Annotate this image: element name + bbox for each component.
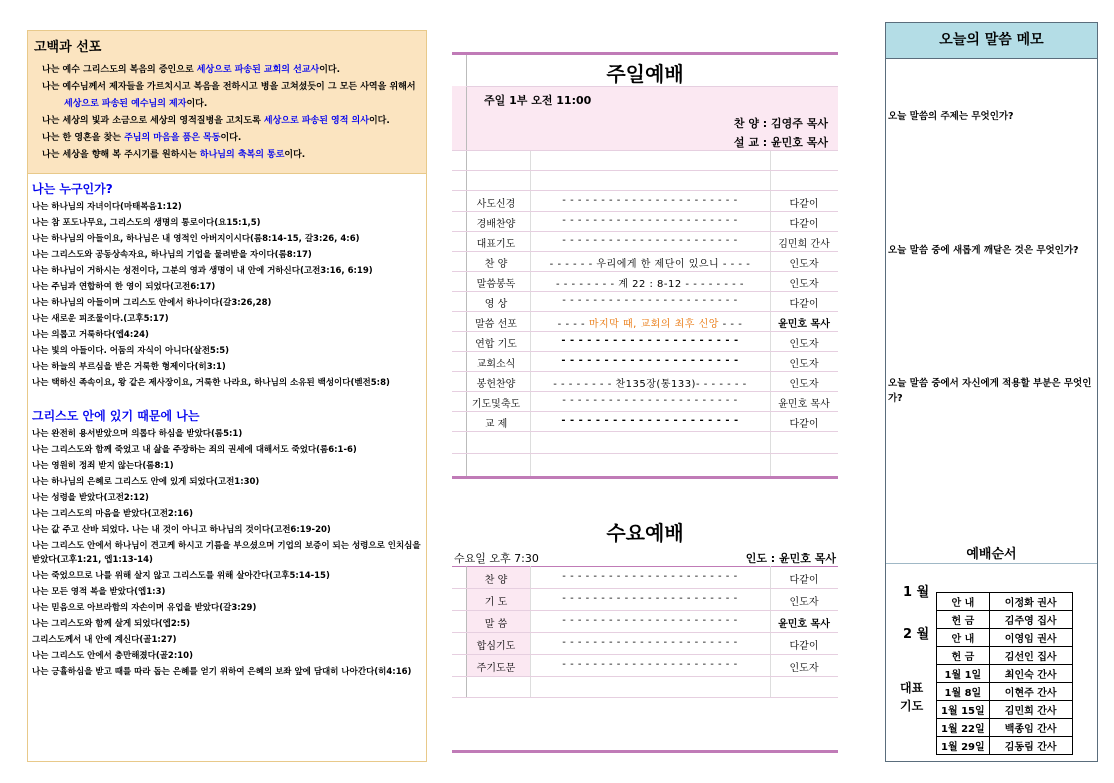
- table-row: 기 도 - - - - - - - - - - - - - - - - - - - - - - - 인도자: [484, 593, 819, 608]
- list-item: 나는 그리스도 안에서 하나님이 견고케 하시고 기름을 부으셨으며 기업의 보증이 되는 성령으로 인치심을 받았다(고후1:21, 엡1:13-14): [32, 541, 421, 565]
- sunday-bottom-rule: [452, 476, 838, 479]
- list-item: 나는 빛의 아들이다. 어둠의 자식이 아니다(살전5:5): [32, 346, 230, 356]
- table-row-sermon: 말씀 선포 - - - - 마지막 때, 교회의 최후 신앙 - - - 윤민호 목사: [475, 319, 830, 330]
- list-item: 나는 성령을 받았다(고전2:12): [32, 493, 149, 503]
- table-row: 영 상 - - - - - - - - - - - - - - - - - - - - - - - 다같이: [484, 295, 819, 310]
- list-item: 나는 하나님의 은혜로 그리스도 안에 있게 되었다(고전1:30): [32, 477, 260, 487]
- table-row: 말 씀 - - - - - - - - - - - - - - - - - - - - - - - 윤민호 목사: [484, 615, 830, 630]
- sunday-title: 주일예배: [606, 62, 684, 86]
- wednesday-title: 수요예배: [606, 521, 684, 545]
- table-row: 찬 양 - - - - - - 우리에게 한 제단이 있으니 - - - - 인도자: [484, 259, 819, 270]
- list-item: 나는 그리스도 안에서 충만해졌다(골2:10): [32, 651, 193, 661]
- who-section: [28, 174, 426, 391]
- declaration-line: 나는 한 영혼을 찾는 주님의 마음을 품은 목동이다.: [42, 133, 242, 143]
- table-row: 대표기도 - - - - - - - - - - - - - - - - - - - - - - - 김민희 간사: [476, 235, 830, 250]
- table-row: 안 내 이정화 권사: [937, 593, 1073, 611]
- memo-question-2: 오늘 말씀 중에 새롭게 깨달은 것은 무엇인가?: [888, 245, 1079, 256]
- list-item: 나는 긍휼하심을 받고 때를 따라 돕는 은혜를 얻기 위하여 은혜의 보좌 앞에 담대히 나아간다(히4:16): [32, 667, 412, 677]
- table-row: 1월 8일 이현주 간사: [937, 683, 1073, 701]
- table-row: 1월 15일 김민희 간사: [937, 701, 1073, 719]
- divider: [886, 563, 1097, 564]
- table-row: 합심기도 - - - - - - - - - - - - - - - - - - - - - - - 다같이: [476, 637, 819, 652]
- list-item: 나는 영원히 정죄 받지 않는다(롬8:1): [32, 461, 174, 471]
- divider: [452, 150, 838, 151]
- list-item: 나는 주님과 연합하여 한 영이 되었다(고전6:17): [32, 282, 216, 292]
- month-2-label: 2 월: [903, 627, 930, 642]
- declaration-line: 나는 세상의 빛과 소금으로 세상의 영적질병을 고치도록 세상으로 파송된 영적 의사이다.: [42, 116, 390, 126]
- list-item: 나는 택하신 족속이요, 왕 같은 제사장이요, 거룩한 나라요, 하나님의 소유된 백성이다(벧전5:8): [32, 378, 390, 388]
- declaration-box: [28, 31, 426, 174]
- table-row: 봉헌찬양 - - - - - - - - 찬135장(통133)- - - - - - - 인도자: [476, 379, 819, 390]
- list-item: 나는 그리스도와 공동상속자요, 하나님의 기업을 물려받을 자이다(롬8:17): [32, 250, 312, 260]
- list-item: 나는 참 포도나무요, 그리스도의 생명의 통로이다(요15:1,5): [32, 218, 261, 228]
- list-item: 나는 믿음으로 아브라함의 자손이며 유업을 받았다(갈3:29): [32, 603, 257, 613]
- table-row: 헌 금 김선인 집사: [937, 647, 1073, 665]
- table-row: 안 내 이영임 권사: [937, 629, 1073, 647]
- inchrist-title: 그리스도 안에 있기 때문에 나는: [32, 409, 200, 423]
- sermon-title: 마지막 때, 교회의 최후 신앙: [588, 319, 719, 330]
- declaration-line: 나는 세상을 향해 복 주시기를 원하시는 하나님의 축복의 통로이다.: [42, 150, 306, 160]
- table-row: 찬 양 - - - - - - - - - - - - - - - - - - - - - - - 다같이: [484, 571, 819, 586]
- table-row: 기도및축도 - - - - - - - - - - - - - - - - - - - - - - - 윤민호 목사: [471, 395, 830, 410]
- declaration-line: 세상으로 파송된 예수님의 제자이다.: [64, 99, 208, 109]
- table-row: 1월 1일 최인숙 간사: [937, 665, 1073, 683]
- list-item: 나는 값 주고 산바 되었다. 나는 내 것이 아니고 하나님의 것이다(고전6:19-20): [32, 525, 331, 535]
- list-item: 나는 의롭고 거룩하다(엡4:24): [32, 330, 149, 340]
- table-row: 1월 29일 김동림 간사: [937, 737, 1073, 755]
- declaration-line: 나는 예수님께서 제자들을 가르치시고 복음을 전하시고 병을 고쳐셨듯이 그 모든 사역을 위해서: [42, 82, 416, 92]
- sunday-sermon: 설 교 : 윤민호 목사: [733, 136, 828, 149]
- order-title: 예배순서: [966, 547, 1017, 562]
- sunday-praise: 찬 양 : 김영주 목사: [733, 117, 828, 130]
- sunday-time: 주일 1부 오전 11:00: [484, 94, 592, 107]
- declaration-line: 나는 예수 그리스도의 복음의 증인으로 세상으로 파송된 교회의 선교사이다.: [42, 65, 341, 75]
- wednesday-bottom-rule: [452, 750, 838, 753]
- list-item: 나는 모든 영적 복을 받았다(엡1:3): [32, 587, 166, 597]
- order-table: [936, 592, 1073, 755]
- list-item: 그리스도께서 내 안에 계신다(골1:27): [32, 635, 177, 645]
- list-item: 나는 하늘의 부르심을 받은 거룩한 형제이다(히3:1): [32, 362, 226, 372]
- table-row: 경배찬양 - - - - - - - - - - - - - - - - - - - - - - - 다같이: [476, 215, 819, 230]
- table-row: 주기도문 - - - - - - - - - - - - - - - - - - - - - - - 인도자: [476, 659, 819, 674]
- table-row: 연합 기도 - - - - - - - - - - - - - - - - - - - - - 인도자: [475, 335, 819, 350]
- table-row: 교회소식 - - - - - - - - - - - - - - - - - - - - - 인도자: [476, 355, 819, 370]
- list-item: 나는 그리스도와 함께 살게 되었다(엡2:5): [32, 619, 191, 629]
- declaration-title: 고백과 선포: [34, 40, 102, 55]
- inchrist-section: [28, 401, 426, 680]
- list-item: 나는 죽었으므로 나를 위해 살지 않고 그리스도를 위해 살아간다(고후5:14-15): [32, 571, 330, 581]
- prayer-label: 대표 기도: [900, 681, 924, 713]
- memo-question-3: 오늘 말씀 중에서 자신에게 적용할 부분은 무엇인가?: [888, 378, 1092, 404]
- table-row: 사도신경 - - - - - - - - - - - - - - - - - - - - - - - 다같이: [476, 195, 819, 210]
- memo-title: 오늘의 말씀 메모: [886, 23, 1097, 59]
- wednesday-leader: 인도 : 윤민호 목사: [745, 552, 836, 565]
- divider: [466, 86, 838, 87]
- who-title: 나는 누구인가?: [32, 182, 113, 196]
- table-row: 말씀봉독 - - - - - - - - 계 22 : 8-12 - - - - - - - - 인도자: [476, 279, 819, 290]
- list-item: 나는 새로운 피조물이다.(고후5:17): [32, 314, 169, 324]
- month-1-label: 1 월: [903, 585, 930, 600]
- list-item: 나는 그리스도의 마음을 받았다(고전2:16): [32, 509, 193, 519]
- memo-question-1: 오늘 말씀의 주제는 무엇인가?: [888, 111, 1014, 122]
- list-item: 나는 하나님이 거하시는 성전이다, 그분의 영과 생명이 내 안에 거하신다(고전3:16, 6:19): [32, 266, 373, 276]
- memo-panel: [885, 22, 1098, 762]
- wednesday-time: 수요일 오후 7:30: [454, 552, 539, 565]
- declaration-panel: [27, 30, 427, 762]
- table-row: 교 제 - - - - - - - - - - - - - - - - - - - - - 다같이: [484, 415, 819, 430]
- divider: [452, 170, 838, 171]
- list-item: 나는 하나님의 아들이요, 하나님은 내 영적인 아버지이시다(롬8:14-15, 갈3:26, 4:6): [32, 234, 360, 244]
- table-row: 헌 금 김주영 집사: [937, 611, 1073, 629]
- list-item: 나는 완전히 용서받았으며 의롭다 하심을 받았다(롬5:1): [32, 429, 243, 439]
- list-item: 나는 하나님의 아들이며 그리스도 안에서 하나이다(갈3:26,28): [32, 298, 272, 308]
- list-item: 나는 그리스도와 함께 죽었고 내 삶을 주장하는 죄의 권세에 대해서도 죽었다(롬6:1-6): [32, 445, 357, 455]
- sunday-top-rule: [452, 52, 838, 55]
- list-item: 나는 하나님의 자녀이다(마태복음1:12): [32, 202, 182, 212]
- table-row: 1월 22일 백종임 간사: [937, 719, 1073, 737]
